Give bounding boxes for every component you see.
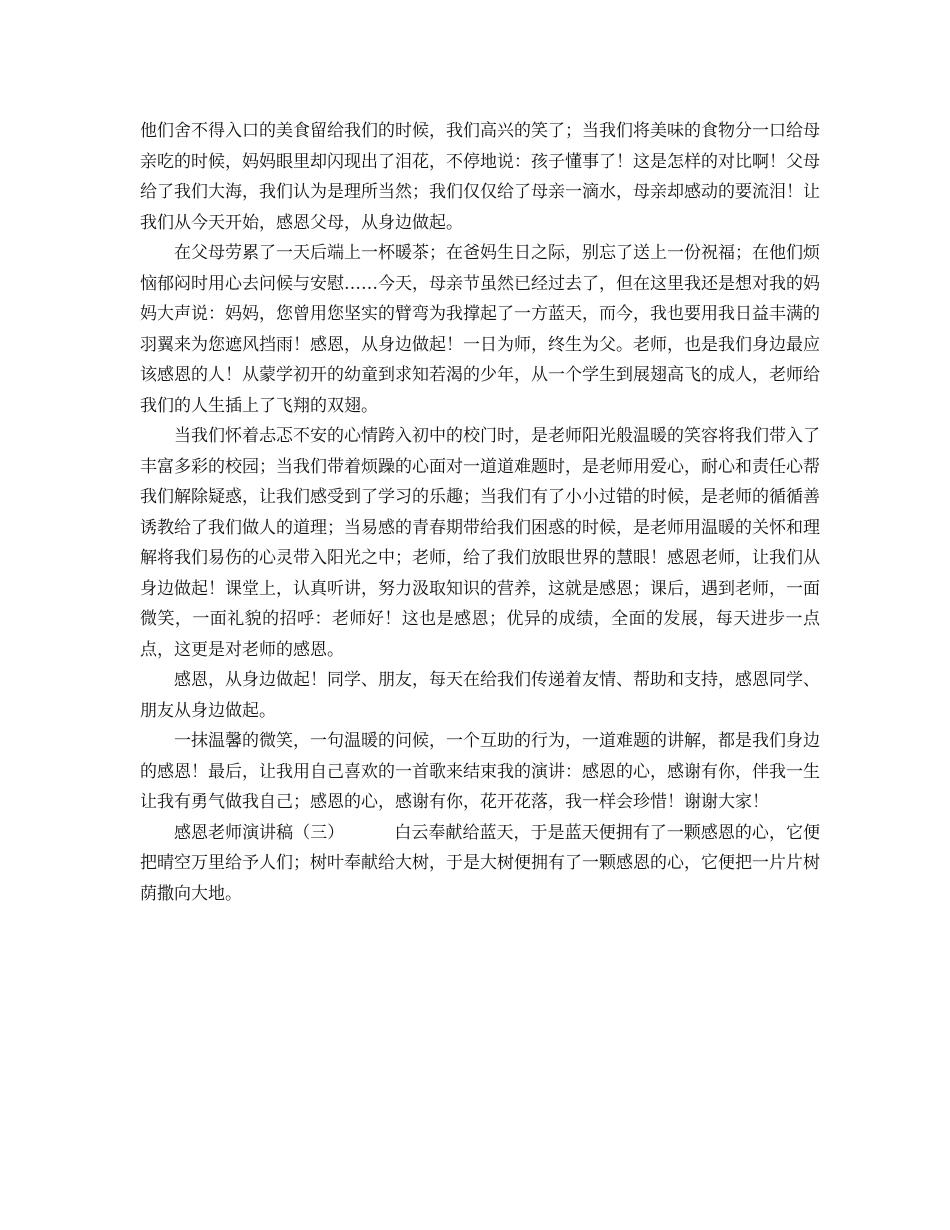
paragraph-6 (140, 818, 820, 910)
section-text: 白云奉献给蓝天，于是蓝天便拥有了一颗感恩的心，它便把晴空万里给予人们；树叶奉献给大树，于是大树便拥有了一颗感恩的心，它便把一片片树荫撒向大地。 (140, 822, 821, 904)
section-heading: 感恩老师演讲稿（三） (174, 822, 345, 843)
paragraph-3: 当我们怀着忐忑不安的心情跨入初中的校门时，是老师阳光般温暖的笑容将我们带入了丰富多彩的校园；当我们带着烦躁的心面对一道道难题时，是老师用爱心，耐心和责任心帮我们解除疑惑，让我们感受到了学习的乐趣；当我们有了小小过错的时候，是老师的循循善诱教给了我们做人的道理；当易感的青春期带给我们困惑的时候，是老师用温暖的关怀和理解将我们易伤的心灵带入阳光之中；老师，给了我们放眼世界的慧眼！感恩老师，让我们从身边做起！课堂上，认真听讲，努力汲取知识的营养，这就是感恩；课后，遇到老师，一面微笑，一面礼貌的招呼：老师好！这也是感恩；优异的成绩，全面的发展，每天进步一点点，这更是对老师的感恩。 (140, 426, 820, 660)
paragraph-4: 感恩，从身边做起！同学、朋友，每天在给我们传递着友情、帮助和支持，感恩同学、朋友从身边做起。 (140, 670, 820, 721)
paragraph-1: 他们舍不得入口的美食留给我们的时候，我们高兴的笑了；当我们将美味的食物分一口给母亲吃的时候，妈妈眼里却闪现出了泪花，不停地说：孩子懂事了！这是怎样的对比啊！父母给了我们大海，我们认为是理所当然；我们仅仅给了母亲一滴水，母亲却感动的要流泪！让我们从今天开始，感恩父母，从身边做起。 (140, 121, 820, 233)
document-body (140, 116, 820, 909)
paragraph-2: 在父母劳累了一天后端上一杯暖茶；在爸妈生日之际，别忘了送上一份祝福；在他们烦恼郁闷时用心去问候与安慰……今天，母亲节虽然已经过去了，但在这里我还是想对我的妈妈大声说：妈妈，您曾用您坚实的臂弯为我撑起了一方蓝天，而今，我也要用我日益丰满的羽翼来为您遮风挡雨！感恩，从身边做起！一日为师，终生为父。老师，也是我们身边最应该感恩的人！从蒙学初开的幼童到求知若渴的少年，从一个学生到展翅高飞的成人，老师给我们的人生插上了飞翔的双翅。 (140, 243, 820, 416)
paragraph-5: 一抹温馨的微笑，一句温暖的问候，一个互助的行为，一道难题的讲解，都是我们身边的感恩！最后，让我用自己喜欢的一首歌来结束我的演讲：感恩的心，感谢有你，伴我一生让我有勇气做我自己；感恩的心，感谢有你，花开花落，我一样会珍惜！谢谢大家！ (140, 731, 820, 812)
